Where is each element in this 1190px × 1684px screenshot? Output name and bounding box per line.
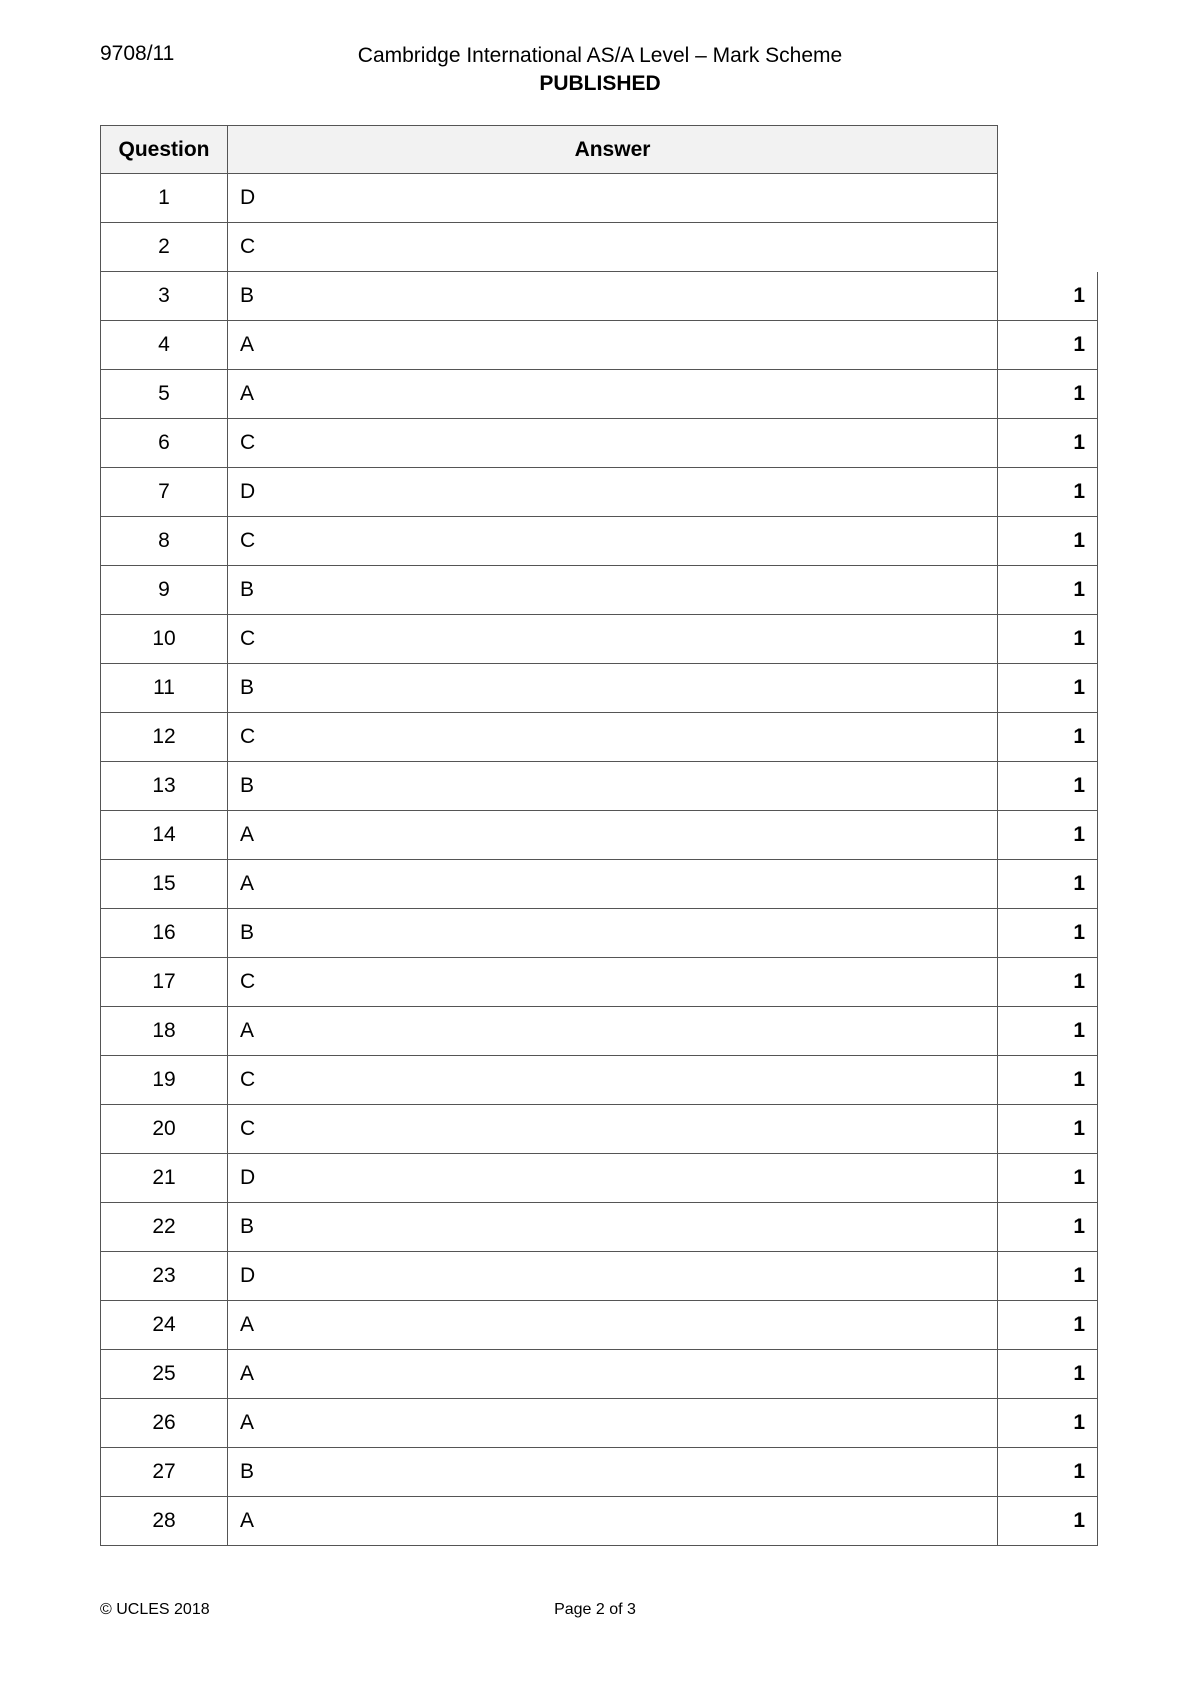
mark-value: 1 xyxy=(998,1154,1098,1203)
table-row xyxy=(100,1203,1098,1252)
question-number: 4 xyxy=(100,321,228,370)
answer-letter: D xyxy=(228,468,998,517)
question-number: 23 xyxy=(100,1252,228,1301)
answer-letter: A xyxy=(228,1301,998,1350)
mark-value: 1 xyxy=(998,419,1098,468)
question-number: 22 xyxy=(100,1203,228,1252)
answer-letter: D xyxy=(228,1154,998,1203)
answer-letter: B xyxy=(228,272,998,321)
answer-letter: B xyxy=(228,566,998,615)
mark-value: 1 xyxy=(998,468,1098,517)
answer-letter: A xyxy=(228,1350,998,1399)
question-number: 17 xyxy=(100,958,228,1007)
document-title xyxy=(300,42,900,98)
answer-letter: D xyxy=(228,174,998,223)
question-number: 20 xyxy=(100,1105,228,1154)
mark-value: 1 xyxy=(998,1203,1098,1252)
mark-value: 1 xyxy=(998,664,1098,713)
question-number: 1 xyxy=(100,174,228,223)
answer-letter: C xyxy=(228,1105,998,1154)
table-row xyxy=(100,1154,1098,1203)
question-number: 8 xyxy=(100,517,228,566)
question-number: 6 xyxy=(100,419,228,468)
answer-letter: A xyxy=(228,321,998,370)
table-row xyxy=(100,1350,1098,1399)
question-number: 2 xyxy=(100,223,228,272)
answer-letter: C xyxy=(228,1056,998,1105)
copyright-notice: © UCLES 2018 xyxy=(100,1601,210,1618)
table-row xyxy=(100,468,1098,517)
question-number: 15 xyxy=(100,860,228,909)
mark-value: 1 xyxy=(998,860,1098,909)
answer-letter: B xyxy=(228,664,998,713)
mark-value: 1 xyxy=(998,1497,1098,1546)
question-number: 26 xyxy=(100,1399,228,1448)
table-row xyxy=(100,1252,1098,1301)
question-number: 24 xyxy=(100,1301,228,1350)
question-number: 9 xyxy=(100,566,228,615)
table-row xyxy=(100,272,1098,321)
mark-value: 1 xyxy=(998,1252,1098,1301)
mark-value: 1 xyxy=(998,1056,1098,1105)
answer-letter: C xyxy=(228,958,998,1007)
table-row xyxy=(100,615,1098,664)
mark-value: 1 xyxy=(998,370,1098,419)
mark-value: 1 xyxy=(998,1105,1098,1154)
mark-value: 1 xyxy=(998,321,1098,370)
answer-letter: A xyxy=(228,1497,998,1546)
paper-code: 9708/11 xyxy=(100,42,175,65)
table-row xyxy=(100,419,1098,468)
table-row xyxy=(100,321,1098,370)
table-row xyxy=(100,664,1098,713)
mark-value: 1 xyxy=(998,811,1098,860)
table-row xyxy=(100,1301,1098,1350)
answer-letter: C xyxy=(228,517,998,566)
question-number: 28 xyxy=(100,1497,228,1546)
mark-scheme-title: Cambridge International AS/A Level – Mark Scheme xyxy=(357,44,843,67)
mark-value: 1 xyxy=(998,615,1098,664)
question-number: 14 xyxy=(100,811,228,860)
answer-letter: B xyxy=(228,762,998,811)
mark-value: 1 xyxy=(998,566,1098,615)
answer-letter: A xyxy=(228,1007,998,1056)
table-row xyxy=(100,566,1098,615)
table-row xyxy=(100,370,1098,419)
table-row xyxy=(100,1399,1098,1448)
answer-letter: C xyxy=(228,615,998,664)
answer-column-header: Answer xyxy=(228,125,998,174)
mark-value: 1 xyxy=(998,272,1098,321)
table-row xyxy=(100,223,998,272)
answer-letter: C xyxy=(228,419,998,468)
table-row xyxy=(100,958,1098,1007)
table-row xyxy=(100,713,1098,762)
table-row xyxy=(100,174,998,223)
question-number: 13 xyxy=(100,762,228,811)
answer-letter: A xyxy=(228,370,998,419)
answer-letter: A xyxy=(228,860,998,909)
mark-value: 1 xyxy=(998,517,1098,566)
table-row xyxy=(100,1105,1098,1154)
answer-letter: C xyxy=(228,713,998,762)
table-row xyxy=(100,1056,1098,1105)
table-row xyxy=(100,811,1098,860)
answer-letter: A xyxy=(228,1399,998,1448)
table-row xyxy=(100,517,1098,566)
question-number: 7 xyxy=(100,468,228,517)
answer-letter: C xyxy=(228,223,998,272)
mark-value: 1 xyxy=(998,909,1098,958)
answer-letter: B xyxy=(228,1203,998,1252)
table-row xyxy=(100,909,1098,958)
mark-value: 1 xyxy=(998,1007,1098,1056)
mark-value: 1 xyxy=(998,762,1098,811)
question-number: 16 xyxy=(100,909,228,958)
question-number: 18 xyxy=(100,1007,228,1056)
question-number: 25 xyxy=(100,1350,228,1399)
mark-value: 1 xyxy=(998,1399,1098,1448)
answer-letter: B xyxy=(228,1448,998,1497)
table-row xyxy=(100,1497,1098,1546)
question-column-header: Question xyxy=(100,125,228,174)
question-number: 19 xyxy=(100,1056,228,1105)
question-number: 3 xyxy=(100,272,228,321)
answer-letter: D xyxy=(228,1252,998,1301)
table-row xyxy=(100,860,1098,909)
answer-letter: A xyxy=(228,811,998,860)
answer-letter: B xyxy=(228,909,998,958)
published-label: PUBLISHED xyxy=(539,72,661,95)
question-number: 10 xyxy=(100,615,228,664)
table-header-row xyxy=(100,125,998,174)
question-number: 12 xyxy=(100,713,228,762)
table-row xyxy=(100,1448,1098,1497)
mark-value: 1 xyxy=(998,958,1098,1007)
question-number: 27 xyxy=(100,1448,228,1497)
mark-value: 1 xyxy=(998,1301,1098,1350)
question-number: 5 xyxy=(100,370,228,419)
mark-value: 1 xyxy=(998,1448,1098,1497)
table-row xyxy=(100,1007,1098,1056)
mark-value: 1 xyxy=(998,713,1098,762)
mark-value: 1 xyxy=(998,1350,1098,1399)
question-number: 21 xyxy=(100,1154,228,1203)
question-number: 11 xyxy=(100,664,228,713)
table-row xyxy=(100,762,1098,811)
page-number: Page 2 of 3 xyxy=(554,1601,636,1618)
